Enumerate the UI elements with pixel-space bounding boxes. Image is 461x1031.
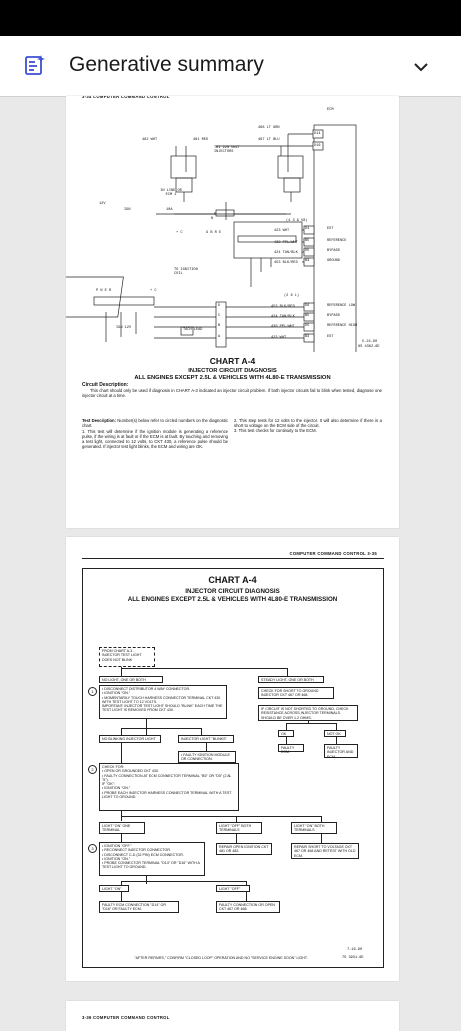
- chart-ref: 7S 3931-6E: [342, 956, 364, 960]
- flow-line: [201, 728, 202, 735]
- wire-label: 424 TAN/BLK: [274, 251, 298, 255]
- test-description-intro: Number(s) below refer to circled numbers on the diagnostic chart.: [82, 418, 228, 428]
- pin-function: EST: [327, 335, 334, 339]
- flow-line: [286, 723, 336, 724]
- not-ok-box: NOT OK: [324, 730, 346, 737]
- flow-line: [121, 668, 287, 669]
- flow-line: [286, 737, 287, 744]
- connector-letter: C: [218, 314, 221, 318]
- flow-line: [336, 723, 337, 730]
- header-title: Generative summary: [69, 53, 264, 76]
- wire-label: IGN: [124, 208, 131, 212]
- connector-letter: D: [218, 304, 221, 308]
- pin-function: BYPASS: [327, 249, 340, 253]
- faulty-ecm-conn-box: FAULTY ECM CONNECTION "D14" OR "D16" OR FAULTY ECM.: [99, 901, 179, 913]
- flow-line: [336, 737, 337, 744]
- circuit-description: This chart should only be used if diagnosis in CHART A-3 indicated an injector circuit problem. If both injector circuits fail to blink when tested, diagnose one injector circuit at a time.: [82, 388, 382, 398]
- wire-label: 424 TAN/BLK: [271, 315, 295, 319]
- pin-function: EST: [327, 227, 334, 231]
- not-shorted-box: IF CIRCUIT IS NOT SHORTED TO GROUND, CHECK RESISTANCE ACROSS INJECTOR TERMINALS. SHOULD BE OVER 1.2 OHMS.: [258, 705, 358, 721]
- pin-function: GROUND: [327, 259, 340, 263]
- wire-label: 430 PPL/WHT: [274, 241, 298, 245]
- chart-subtitle: INJECTOR CIRCUIT DIAGNOSIS: [185, 588, 280, 595]
- diagram-date: 5-24-90: [362, 340, 378, 344]
- wire-label: 423 WHT: [274, 229, 290, 233]
- page2-running-head: COMPUTER COMMAND CONTROL 3-35: [289, 551, 377, 556]
- pin-label: D4: [305, 227, 310, 231]
- wire-label: TO IGNITION COIL: [174, 268, 198, 277]
- pin-label: B3: [305, 335, 310, 339]
- light-on-one-box: LIGHT "ON" ONE TERMINAL: [99, 822, 145, 834]
- chart-subtitle-2: ALL ENGINES EXCEPT 2.5L & VEHICLES WITH 4L80-E TRANSMISSION: [134, 375, 331, 381]
- wire-label: 482 WHT: [142, 138, 158, 142]
- wire-label: IN LINE OR ECM 1: [160, 189, 182, 198]
- connector-letter: B: [218, 324, 221, 328]
- document-page-3[interactable]: [66, 1001, 399, 1031]
- start-box: FROM CHART A-3 - INJECTOR TEST LIGHT DOES NOT BLINK: [99, 647, 155, 667]
- repair-short-box: REPAIR SHORT TO VOLTAGE CKT 467 OR 468 AND RETEST WITH OLD ECM.: [291, 843, 359, 859]
- pin-label: D6: [305, 304, 310, 308]
- diagram-ref: 8S 4382-6E: [358, 345, 380, 349]
- flow-line: [121, 834, 122, 842]
- chart-title: CHART A-4: [209, 356, 256, 366]
- flow-line: [121, 743, 122, 763]
- flow-line: [206, 743, 207, 751]
- chart-subtitle-2: ALL ENGINES EXCEPT 2.5L & VEHICLES WITH 4L80-E TRANSMISSION: [127, 596, 338, 603]
- repair-open-box: REPAIR OPEN IGNITION CKT 481 OR 482.: [216, 843, 272, 855]
- step3-box: • IGNITION "OFF." • RECONNECT INJECTOR CONNECTOR. • DISCONNECT C-D (32 PIN) ECM CONNECTOR. • IGNITION "ON." • PROBE CONNECTOR TERMINAL "D14" OR "D16" WITH A TEST LIGHT TO GROUND.: [99, 842, 205, 876]
- flow-line: [246, 892, 247, 901]
- flow-line: [121, 816, 321, 817]
- pin-function: REFERENCE LOW: [327, 304, 356, 308]
- wire-label: 12V: [99, 202, 106, 206]
- test-item-1: 1. This test will determine if the ignition module is generating a reference pulse, if the wiring is at fault or if the ECM is at fault. By touching and removing a test light, connected to 12 volts, to CKT 430, a reference pulse should be generated. If injector test light blinks, the ECM and wiring are OK.: [82, 429, 228, 449]
- light-off-box: LIGHT "OFF": [216, 885, 250, 892]
- flow-line: [146, 876, 147, 884]
- chart-subtitle: INJECTOR CIRCUIT DIAGNOSIS: [188, 368, 277, 374]
- flow-line: [121, 892, 122, 901]
- pin-label: D5: [305, 324, 310, 328]
- wire-label: (2 8 L): [284, 294, 300, 298]
- test-item-2: 2. This step tests for 12 volts to the injector. It will also determine if there is a short to voltage on the ECM side of the circuit.: [234, 418, 382, 428]
- flow-line: [121, 728, 201, 729]
- circuit-description-heading: Circuit Description:: [82, 382, 129, 388]
- generative-summary-icon[interactable]: [24, 54, 46, 76]
- pin-function: REFERENCE HIGH: [327, 324, 358, 328]
- check-short-box: CHECK FOR SHORT TO GROUND INJECTOR CKT 467 OR 468.: [258, 687, 334, 699]
- wire-label: 430 PPL/WHT: [271, 325, 295, 329]
- wire-label: 481 RED: [193, 138, 209, 142]
- wire-label: (4 3 & V8): [286, 219, 308, 223]
- wiring-diagram: [66, 102, 399, 352]
- ok-box: OK: [278, 730, 294, 737]
- chart-date: 7-16-90: [347, 948, 363, 952]
- light-on-both-box: LIGHT "ON" BOTH TERMINALS: [291, 822, 337, 834]
- wire-label: IGN 12V: [116, 326, 132, 330]
- flow-line: [321, 834, 322, 843]
- ecm-label: ECM: [327, 108, 334, 112]
- wire-label: 467 LT BLU: [258, 138, 280, 142]
- document-page-1[interactable]: [66, 96, 399, 528]
- wire-label: P N E R: [96, 289, 112, 293]
- chart-title: CHART A-4: [208, 575, 257, 585]
- header-rule: [82, 558, 384, 559]
- pin-label: B5: [305, 314, 310, 318]
- flow-line: [286, 723, 287, 730]
- wire-label: TACH LEAD: [183, 328, 203, 332]
- step1-box: • DISCONNECT DISTRIBUTOR 4 WAY CONNECTOR. • IGNITION "ON." • MOMENTARILY TOUCH HARNESS CONNECTOR TERMINAL CKT 430 WITH TEST LIGHT TO 12 VOLTS. IMPORTANT: INJECTOR TEST LIGHT SHOULD "BLINK" EACH TIME THE TEST LIGHT IS REMOVED FROM CKT 430.: [99, 685, 227, 719]
- step-number-3: 3: [88, 844, 97, 853]
- wire-label: 468 LT GRN: [258, 126, 280, 130]
- pin-label: D16: [314, 144, 321, 148]
- wire-label: 453 BLK/RED: [271, 305, 295, 309]
- wire-label: + C: [176, 231, 183, 235]
- pin-function: REFERENCE: [327, 239, 347, 243]
- page1-running-head: 3-34 COMPUTER COMMAND CONTROL: [82, 96, 170, 99]
- document-page-2[interactable]: [66, 537, 399, 981]
- chart-footer: "AFTER REPAIRS," CONFIRM "CLOSED LOOP" OPERATION AND NO "SERVICE ENGINE SOON" LIGHT.: [134, 956, 308, 960]
- wire-label: 10A: [166, 208, 173, 212]
- step-number-1: 1: [88, 687, 97, 696]
- step-number-2: 2: [88, 765, 97, 774]
- connector-letter: A: [218, 335, 221, 339]
- pin-label: D5: [305, 249, 310, 253]
- test-item-3: 3. This test checks for continuity to the ECM.: [234, 428, 317, 433]
- flow-line: [121, 728, 122, 735]
- faulty-ignition-box: • FAULTY IGNITION MODULE OR CONNECTION.: [178, 751, 236, 763]
- wire-label: 423 WHT: [271, 336, 287, 340]
- light-on-box: LIGHT "ON": [99, 885, 129, 892]
- injector-blinks-box: INJECTOR LIGHT "BLINKS": [178, 735, 234, 743]
- no-blinking-box: NO BLINKING INJECTOR LIGHT: [99, 735, 161, 743]
- wire-label: + C: [150, 289, 157, 293]
- flow-line: [146, 719, 147, 735]
- wire-label: 453 BLK/RED: [274, 261, 298, 265]
- pin-label: B5: [305, 239, 310, 243]
- pin-label: D14: [314, 132, 321, 136]
- steady-light-box: STEADY LIGHT, ONE OR BOTH: [258, 676, 324, 683]
- wire-label: TBI 220 UNIT INJECTORS: [214, 146, 240, 155]
- wire-label: N: [211, 217, 214, 221]
- page3-running-head: 3-36 COMPUTER COMMAND CONTROL: [82, 1015, 170, 1020]
- faulty-ecm-box: FAULTY ECM.: [278, 744, 304, 752]
- flow-line: [121, 881, 246, 882]
- test-description-col2: [234, 418, 382, 433]
- test-description-heading: Test Description:: [82, 418, 116, 423]
- light-off-both-box: LIGHT "OFF" BOTH TERMINALS: [216, 822, 262, 834]
- wire-label: P: [214, 213, 217, 217]
- step2-box: CHECK FOR: • OPEN OR GROUNDED CKT 430. • FAULTY CONNECTION AT ECM CONNECTOR TERMINAL "B5" OR "D5" (2.8L "5"). IF "OK": • IGNITION "ON." • PROBE EACH INJECTOR HARNESS CONNECTOR TERMINAL WITH A TEST LIGHT TO GROUND.: [99, 763, 239, 811]
- no-light-box: NO LIGHT, ONE OR BOTH: [99, 676, 163, 683]
- faulty-injector-box: FAULTY INJECTOR AND ECM.: [324, 744, 358, 758]
- flow-line: [236, 834, 237, 843]
- test-description: [82, 418, 228, 449]
- faulty-conn-open-box: FAULTY CONNECTION OR OPEN CKT 467 OR 468.: [216, 901, 280, 913]
- status-bar: [0, 0, 461, 36]
- wire-label: G B R E: [206, 231, 222, 235]
- chevron-down-icon[interactable]: [410, 56, 432, 78]
- pin-function: BYPASS: [327, 314, 340, 318]
- app-header: [0, 36, 461, 97]
- pin-label: B3: [305, 259, 310, 263]
